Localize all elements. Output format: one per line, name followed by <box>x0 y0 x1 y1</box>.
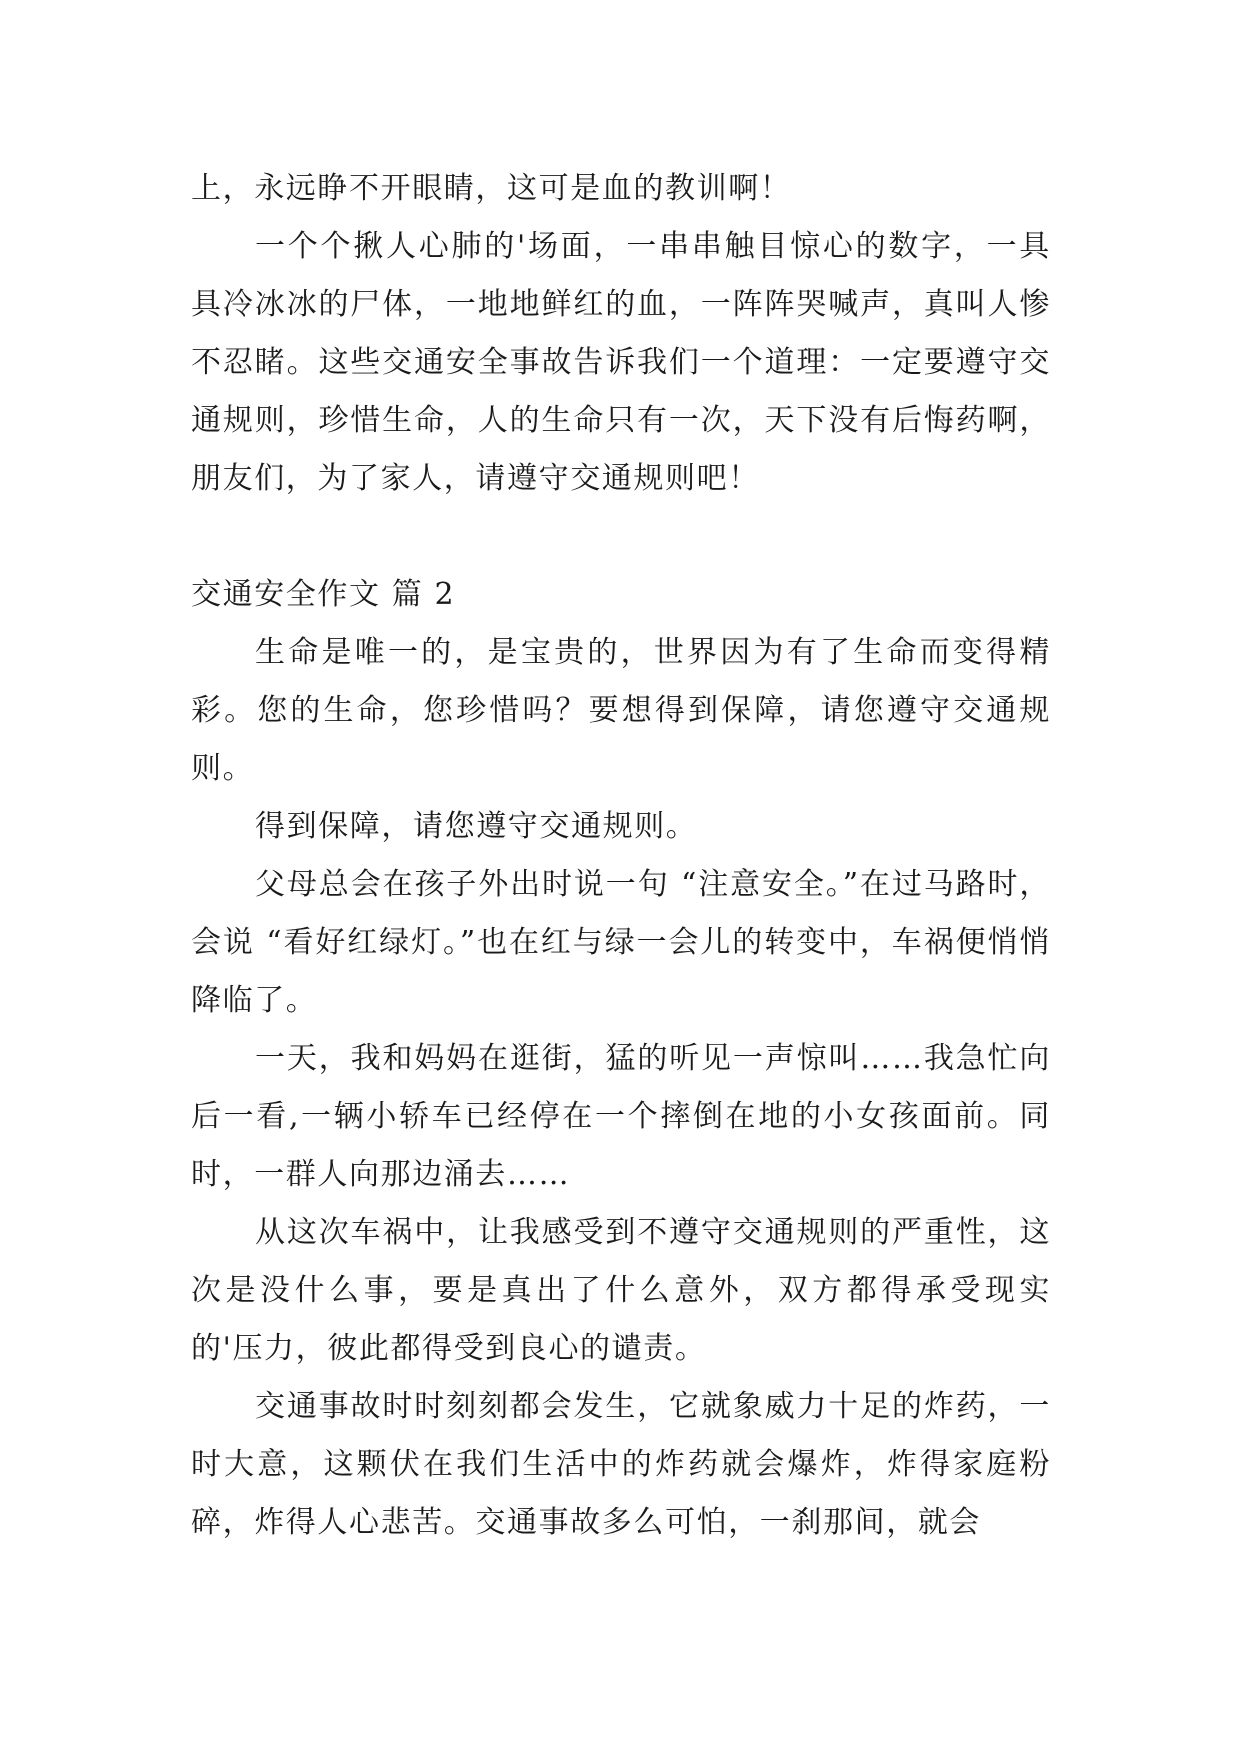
section-title: 交通安全作文 篇 2 <box>191 577 456 612</box>
paragraph: 一天，我和妈妈在逛街，猛的听见一声惊叫……我急忙向后一看,一辆小轿车已经停在一个摔倒在地的小女孩面前。同时，一群人向那边涌去…… <box>191 1041 1051 1192</box>
paragraph: 一个个揪人心肺的'场面，一串串触目惊心的数字，一具具冷冰冰的尸体，一地地鲜红的血，一阵阵哭喊声，真叫人惨不忍睹。这些交通安全事故告诉我们一个道理：一定要遵守交通规则，珍惜生命，人的生命只有一次，天下没有后悔药啊，朋友们，为了家人，请遵守交通规则吧！ <box>191 229 1051 496</box>
paragraph: 生命是唯一的，是宝贵的，世界因为有了生命而变得精彩。您的生命，您珍惜吗？要想得到保障，请您遵守交通规则。 <box>191 635 1051 786</box>
paragraph: 从这次车祸中，让我感受到不遵守交通规则的严重性，这次是没什么事，要是真出了什么意外，双方都得承受现实的'压力，彼此都得受到良心的谴责。 <box>191 1215 1051 1366</box>
paragraph: 得到保障，请您遵守交通规则。 <box>255 809 698 844</box>
paragraph-continuation: 上，永远睁不开眼睛，这可是血的教训啊！ <box>191 171 792 206</box>
section-gap <box>191 508 1051 566</box>
paragraph: 交通事故时时刻刻都会发生，它就象威力十足的炸药，一时大意，这颗伏在我们生活中的炸药就会爆炸，炸得家庭粉碎，炸得人心悲苦。交通事故多么可怕，一刹那间，就会 <box>191 1389 1051 1540</box>
paragraph: 父母总会在孩子外出时说一句 “注意安全。”在过马路时，会说 “看好红绿灯。”也在红与绿一会儿的转变中，车祸便悄悄降临了。 <box>191 867 1051 1018</box>
document-body <box>191 160 1051 1552</box>
